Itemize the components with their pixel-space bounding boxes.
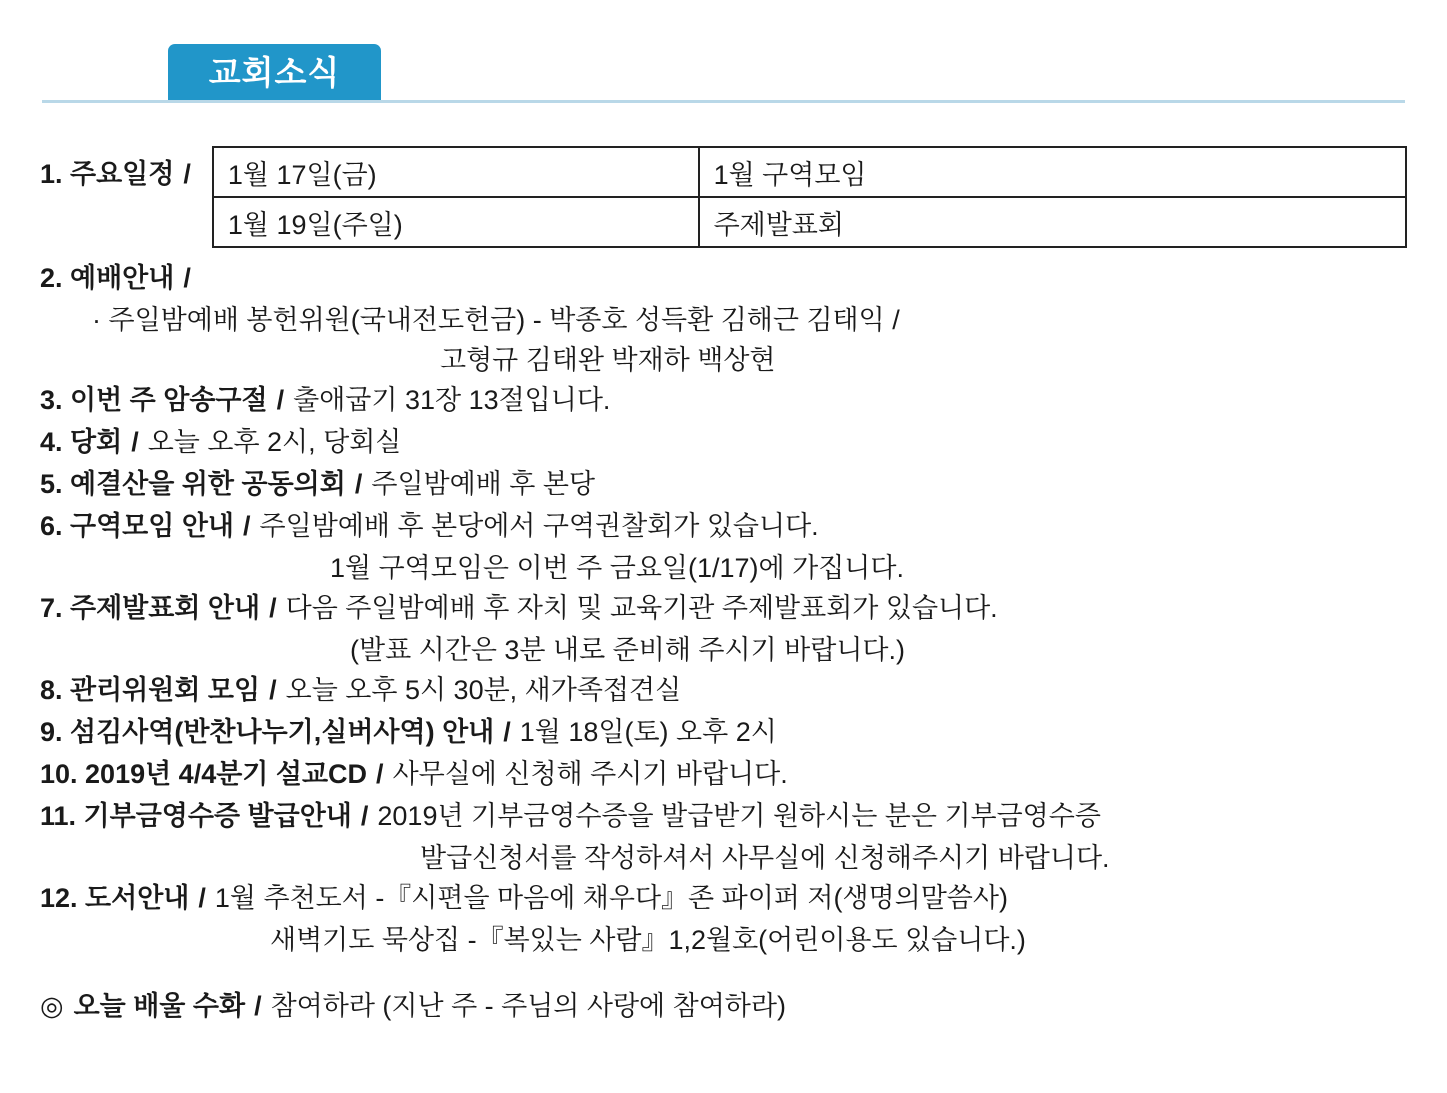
item-slash: / [376, 759, 384, 789]
list-item-donation-receipt [40, 796, 1407, 836]
schedule-title: 1. 주요일정 [40, 159, 175, 189]
item-detail: 출애굽기 31장 13절입니다. [293, 385, 611, 415]
list-item-presentation [40, 588, 1407, 628]
item-slash: / [131, 427, 139, 457]
item-subline: 1월 구역모임은 이번 주 금요일(1/17)에 가집니다. [330, 553, 904, 583]
item-detail: 오늘 오후 2시, 당회실 [147, 427, 402, 457]
item-title: 9. 섬김사역(반찬나누기,실버사역) 안내 [40, 717, 495, 747]
list-item-service-ministry [40, 712, 1407, 752]
announcement-body [0, 110, 1447, 1026]
item-slash: / [276, 385, 285, 415]
item-title: 6. 구역모임 안내 [40, 511, 235, 541]
list-item-management-committee [40, 670, 1407, 710]
item-detail: 1월 18일(토) 오후 2시 [519, 717, 777, 747]
item-subline: 고형규 김태완 박재하 백상현 [440, 345, 776, 375]
item-detail: 주일밤예배 후 본당 [371, 469, 596, 499]
schedule-event: 주제발표회 [699, 197, 1406, 247]
item-title: 7. 주제발표회 안내 [40, 593, 261, 623]
item-slash: / [243, 511, 251, 541]
item-detail: 오늘 오후 5시 30분, 새가족접견실 [285, 675, 682, 705]
item-slash: / [198, 883, 206, 913]
item-detail: 다음 주일밤예배 후 자치 및 교육기관 주제발표회가 있습니다. [285, 593, 998, 623]
item-title: 8. 관리위원회 모임 [40, 675, 261, 705]
item-detail: 주일밤예배 후 본당에서 구역권찰회가 있습니다. [259, 511, 819, 541]
list-item-session [40, 422, 1407, 462]
item-title: 12. 도서안내 [40, 883, 190, 913]
list-item-congregational-meeting [40, 464, 1407, 504]
list-item-worship-guide [40, 258, 1407, 298]
item-slash: / [183, 263, 191, 293]
item-title: 11. 기부금영수증 발급안내 [40, 801, 352, 831]
schedule-date: 1월 19일(주일) [213, 197, 699, 247]
list-item-book-guide [40, 878, 1407, 918]
schedule-slash: / [183, 159, 191, 189]
list-item-sign-language [40, 986, 1407, 1026]
item-subline: (발표 시간은 3분 내로 준비해 주시기 바랍니다.) [350, 635, 905, 665]
item-slash: / [354, 469, 363, 499]
item-slash: / [269, 593, 277, 623]
table-row [213, 147, 1406, 197]
item-title: 2. 예배안내 [40, 263, 175, 293]
list-item-sermon-cd [40, 754, 1407, 794]
item-slash: / [269, 675, 277, 705]
circle-mark-icon: ◎ [40, 991, 64, 1021]
item-title: 오늘 배울 수화 [73, 991, 246, 1021]
item-slash: / [254, 991, 262, 1021]
schedule-event: 1월 구역모임 [699, 147, 1406, 197]
item-title: 3. 이번 주 암송구절 [40, 385, 268, 415]
list-item-memory-verse [40, 380, 1407, 420]
list-item-district-meeting [40, 506, 1407, 546]
item-detail: 참여하라 (지난 주 - 주님의 사랑에 참여하라) [270, 991, 786, 1021]
item-title: 4. 당회 [40, 427, 123, 457]
item-title: 10. 2019년 4/4분기 설교CD [40, 759, 368, 789]
item-detail: 사무실에 신청해 주시기 바랍니다. [392, 759, 788, 789]
schedule-table [212, 146, 1407, 248]
table-row [213, 197, 1406, 247]
page-header [0, 0, 1447, 110]
schedule-section [40, 146, 1407, 248]
item-subline: 발급신청서를 작성하셔서 사무실에 신청해주시기 바랍니다. [420, 843, 1110, 873]
schedule-date: 1월 17일(금) [213, 147, 699, 197]
item-subline: 새벽기도 묵상집 -『복있는 사람』1,2월호(어린이용도 있습니다.) [270, 925, 1026, 955]
item-title: 5. 예결산을 위한 공동의회 [40, 469, 346, 499]
item-subline: · 주일밤예배 봉헌위원(국내전도헌금) - 박종호 성득환 김해근 김태익 / [92, 305, 900, 335]
item-slash: / [503, 717, 511, 747]
item-detail: 1월 추천도서 -『시편을 마음에 채우다』존 파이퍼 저(생명의말씀사) [214, 883, 1008, 913]
section-tab [168, 44, 381, 100]
header-divider [42, 100, 1405, 103]
item-detail: 2019년 기부금영수증을 발급받기 원하시는 분은 기부금영수증 [377, 801, 1101, 831]
item-slash: / [360, 801, 369, 831]
section-tab-label: 교회소식 [208, 53, 341, 91]
